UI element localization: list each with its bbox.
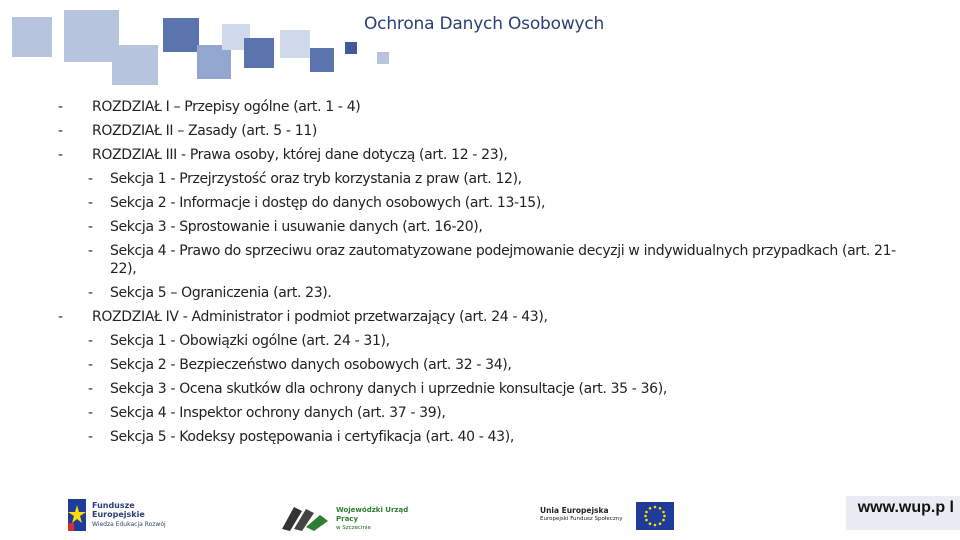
section-item xyxy=(88,239,918,281)
section-item xyxy=(88,215,918,239)
fe-star-icon xyxy=(66,497,88,533)
bullet-dash: - xyxy=(88,333,93,349)
item-description: Sekcja 1 - Przejrzystość oraz tryb korzystania z praw (art. 12), xyxy=(110,171,522,187)
item-description: Sekcja 1 - Obowiązki ogólne (art. 24 - 31), xyxy=(110,333,390,349)
item-description: Sekcja 4 - Prawo do sprzeciwu oraz zautomatyzowane podejmowanie decyzji w indywidualnych przypadkach (art. 21-22), xyxy=(110,243,896,277)
section-item xyxy=(88,191,918,215)
bullet-dash: - xyxy=(88,195,93,211)
footer xyxy=(0,490,960,540)
chapter-heading: ROZDZIAŁ II xyxy=(92,123,174,139)
item-text xyxy=(92,95,918,119)
chapter-list xyxy=(58,95,918,449)
bullet-dash: - xyxy=(88,429,93,445)
section-item xyxy=(88,401,918,425)
deco-square xyxy=(345,42,357,54)
bullet-dash: - xyxy=(58,99,63,115)
fe-line1: Fundusze xyxy=(92,501,135,510)
item-description: - Administrator i podmiot przetwarzający (art. 24 - 43), xyxy=(178,309,548,325)
chapter-item xyxy=(58,143,918,167)
item-text xyxy=(110,401,918,425)
bullet-dash: - xyxy=(88,381,93,397)
item-text xyxy=(110,329,918,353)
page-title: Ochrona Danych Osobowych xyxy=(364,14,605,34)
bullet-dash: - xyxy=(58,147,63,163)
deco-square xyxy=(112,45,158,85)
section-item xyxy=(88,329,918,353)
fe-line3: Wiedza Edukacja Rozwój xyxy=(92,521,166,528)
item-text xyxy=(92,305,918,329)
section-item xyxy=(88,281,918,305)
bullet-dash: - xyxy=(58,309,63,325)
item-text xyxy=(110,239,918,281)
wup-logo xyxy=(280,498,430,534)
deco-square xyxy=(12,17,52,57)
chapter-item xyxy=(58,119,918,143)
item-text xyxy=(110,353,918,377)
bullet-dash: - xyxy=(88,243,93,259)
deco-square xyxy=(244,38,274,68)
ue-line1: Unia Europejska xyxy=(540,506,609,515)
bullet-dash: - xyxy=(88,357,93,373)
item-text xyxy=(110,425,918,449)
item-description: Sekcja 4 - Inspektor ochrony danych (art. 37 - 39), xyxy=(110,405,446,421)
chapter-item xyxy=(58,95,918,119)
wup-line1: Wojewódzki Urząd Pracy xyxy=(336,506,409,523)
deco-square xyxy=(197,45,231,79)
bullet-dash: - xyxy=(88,405,93,421)
item-text xyxy=(110,377,918,401)
section-item xyxy=(88,167,918,191)
section-item xyxy=(88,425,918,449)
item-description: - Prawa osoby, której dane dotyczą (art. 12 - 23), xyxy=(176,147,508,163)
deco-square xyxy=(310,48,334,72)
eu-flag-icon xyxy=(636,502,674,530)
ue-line2: Europejski Fundusz Społeczny xyxy=(540,516,623,522)
section-item xyxy=(88,353,918,377)
wup-line2: w Szczecinie xyxy=(336,525,371,531)
deco-square xyxy=(163,18,199,52)
chapter-heading: ROZDZIAŁ III xyxy=(92,147,177,163)
item-text xyxy=(110,281,918,305)
fundusze-europejskie-logo xyxy=(66,495,176,535)
item-text xyxy=(110,167,918,191)
item-description: – Przepisy ogólne (art. 1 - 4) xyxy=(169,99,361,115)
unia-europejska-logo xyxy=(538,500,678,532)
bullet-dash: - xyxy=(58,123,63,139)
bullet-dash: - xyxy=(88,219,93,235)
item-text xyxy=(92,143,918,167)
item-description: – Zasady (art. 5 - 11) xyxy=(173,123,317,139)
item-description: Sekcja 3 - Ocena skutków dla ochrony danych i uprzednie konsultacje (art. 35 - 36), xyxy=(110,381,667,397)
item-text xyxy=(92,119,918,143)
website-link[interactable]: www.wup.p l xyxy=(846,496,960,530)
item-description: Sekcja 5 - Kodeksy postępowania i certyfikacja (art. 40 - 43), xyxy=(110,429,514,445)
item-text xyxy=(110,215,918,239)
chapter-heading: ROZDZIAŁ IV xyxy=(92,309,179,325)
item-description: Sekcja 2 - Informacje i dostęp do danych osobowych (art. 13-15), xyxy=(110,195,546,211)
bullet-dash: - xyxy=(88,285,93,301)
wup-books-icon xyxy=(280,501,330,531)
chapter-item xyxy=(58,305,918,329)
deco-square xyxy=(64,10,119,62)
deco-square xyxy=(377,52,389,64)
item-description: Sekcja 2 - Bezpieczeństwo danych osobowych (art. 32 - 34), xyxy=(110,357,512,373)
deco-square xyxy=(280,30,310,58)
bullet-dash: - xyxy=(88,171,93,187)
fe-line2: Europejskie xyxy=(92,510,145,519)
section-item xyxy=(88,377,918,401)
item-text xyxy=(110,191,918,215)
chapter-heading: ROZDZIAŁ I xyxy=(92,99,170,115)
item-description: Sekcja 5 – Ograniczenia (art. 23). xyxy=(110,285,332,301)
item-description: Sekcja 3 - Sprostowanie i usuwanie danych (art. 16-20), xyxy=(110,219,483,235)
